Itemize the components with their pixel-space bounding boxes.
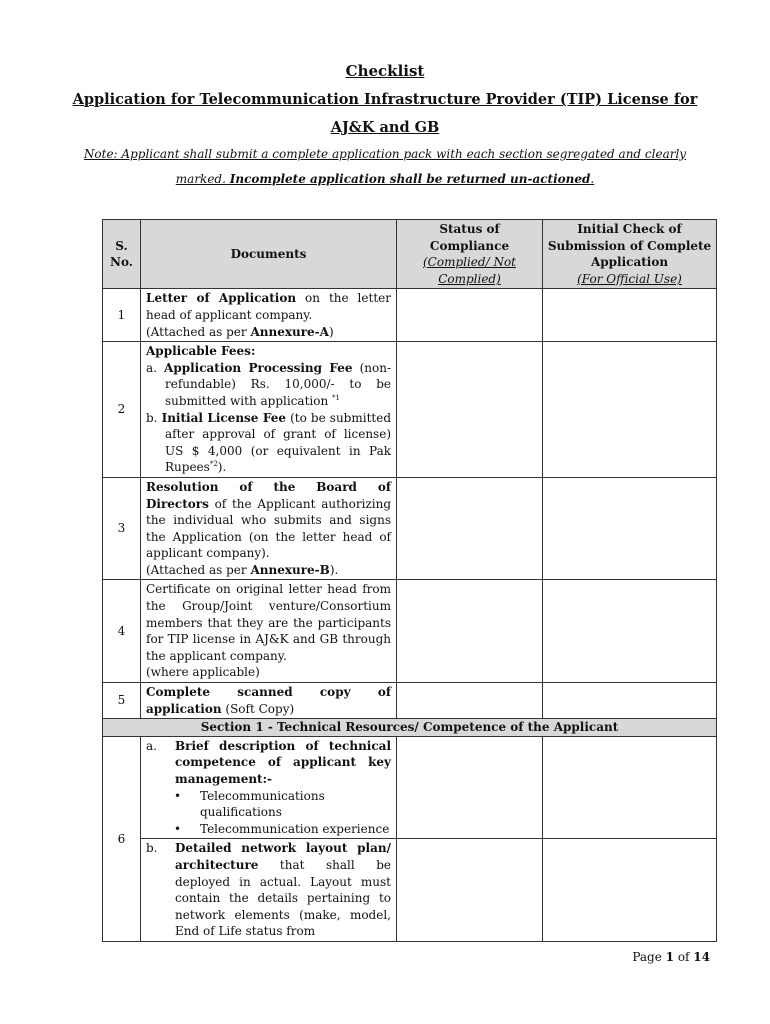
table-row [103,342,717,478]
official-check-cell[interactable] [543,683,717,719]
table-row [103,736,717,839]
official-check-cell[interactable] [543,477,717,580]
row-document: Letter of Application on the letter head of applicant company. (Attached as per Annexure-A) [141,289,397,342]
application-title-line1: Application for Telecommunication Infrastructure Provider (TIP) License for [72,91,698,108]
row-document: a. Brief description of technical competence of applicant key management:- • Telecommunications qualifications • Telecommunication experience [141,736,397,839]
row-number: 1 [103,289,141,342]
row-number: 5 [103,683,141,719]
table-row [103,289,717,342]
status-cell[interactable] [397,580,543,683]
row-document: Applicable Fees: a. Application Processing Fee (non-refundable) Rs. 10,000/- to be submitted with application $^{*1}$ b. Initial License Fee (to be submitted after approval of grant of license) US $ 4,000 (or equivalent in Pak Rupees$^{*2}$). [141,342,397,478]
page-title: Checklist [345,62,425,80]
note-line2: marked. Incomplete application shall be returned un-actioned. [175,172,595,186]
application-title-line2: AJ&K and GB [330,119,440,136]
row-document: Certificate on original letter head from the Group/Joint venture/Consortium members that they are the participants for TIP license in AJ&K and GB through the applicant company. (where applicable) [141,580,397,683]
table-row [103,683,717,719]
header-initial-check: Initial Check of Submission of Complete Application (For Official Use) [543,220,717,289]
section-title: Section 1 - Technical Resources/ Competence of the Applicant [103,719,717,737]
table-row [103,580,717,683]
table-row [103,477,717,580]
row-document: b. Detailed network layout plan/ architecture that shall be deployed in actual. Layout must contain the details pertaining to network elements (make, model, End of Life status from [141,839,397,942]
row-document: Complete scanned copy of application (Soft Copy) [141,683,397,719]
row-number: 2 [103,342,141,478]
official-check-cell[interactable] [543,289,717,342]
official-check-cell[interactable] [543,342,717,478]
header-documents: Documents [141,220,397,289]
bullet-item: • Telecommunications qualifications [146,788,391,821]
bullet-item: • Telecommunication experience [146,821,391,838]
official-check-cell[interactable] [543,580,717,683]
status-cell[interactable] [397,839,543,942]
official-check-cell[interactable] [543,736,717,839]
page-number: Page 1 of 14 [632,950,710,964]
checklist-table [102,219,717,942]
row-number: 3 [103,477,141,580]
row-number: 6 [103,736,141,941]
header-status: Status of Compliance (Complied/ Not Complied) [397,220,543,289]
status-cell[interactable] [397,477,543,580]
note-line1: Note: Applicant shall submit a complete application pack with each section segregated and clearly [83,147,687,161]
official-check-cell[interactable] [543,839,717,942]
status-cell[interactable] [397,736,543,839]
header-sno: S. No. [103,220,141,289]
status-cell[interactable] [397,342,543,478]
row-document: Resolution of the Board of Directors of the Applicant authorizing the individual who submits and signs the Application (on the letter head of applicant company). (Attached as per Annexure-B). [141,477,397,580]
section-header-row [103,719,717,737]
table-header-row [103,220,717,289]
table-row [103,839,717,942]
row-number: 4 [103,580,141,683]
status-cell[interactable] [397,289,543,342]
status-cell[interactable] [397,683,543,719]
